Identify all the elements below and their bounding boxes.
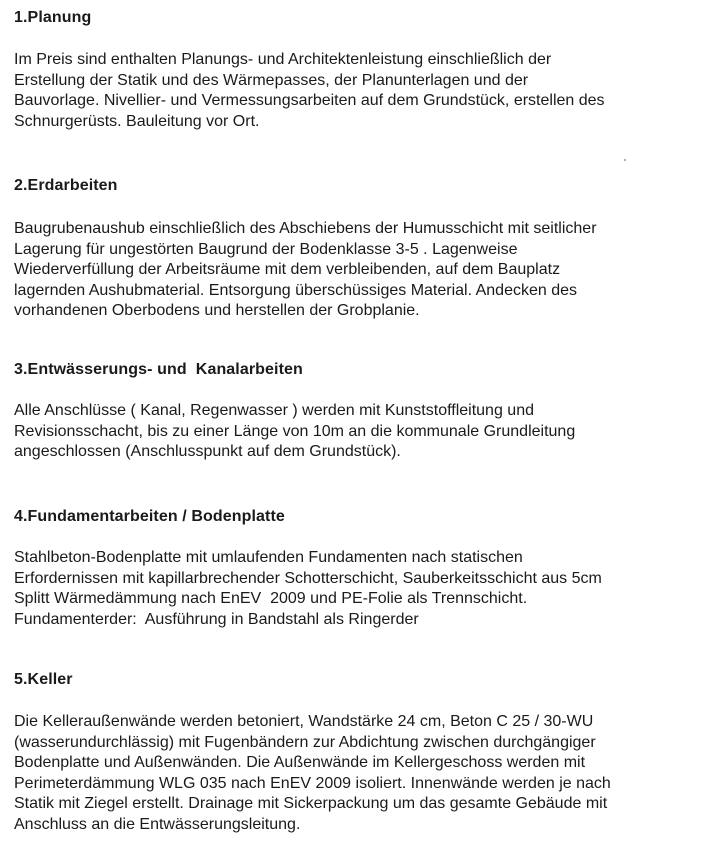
paragraph-line: Lagerung für ungestörten Baugrund der Bodenklasse 3-5 . Lagenweise xyxy=(14,240,518,258)
paragraph-line: (wasserundurchlässig) mit Fugenbändern zur Abdichtung zwischen durchgängiger xyxy=(14,733,596,751)
section-paragraph xyxy=(14,712,714,835)
section-keller xyxy=(14,670,714,835)
paragraph-line: angeschlossen (Anschlusspunkt auf dem Grundstück). xyxy=(14,443,401,460)
paragraph-line: Die Kelleraußenwände werden betoniert, Wandstärke 24 cm, Beton C 25 / 30-WU xyxy=(14,713,594,730)
section-paragraph xyxy=(14,50,714,132)
paragraph-line: Erstellung der Statik und des Wärmepasses, der Planunterlagen und der xyxy=(14,71,529,89)
paragraph-line: Splitt Wärmedämmung nach EnEV 2009 und PE-Folie als Trennschicht. xyxy=(14,590,528,607)
paragraph-line: Bodenplatte und Außenwänden. Die Außenwände im Kellergeschoss werden mit xyxy=(14,754,586,771)
section-fundamentarbeiten xyxy=(14,507,714,630)
paragraph-line: vorhandenen Oberbodens und herstellen der Grobplanie. xyxy=(14,302,420,319)
section-heading: 2.Erdarbeiten xyxy=(14,177,118,194)
paragraph-line: Revisionsschacht, bis zu einer Länge von 10m an die kommunale Grundleitung xyxy=(14,422,576,440)
paragraph-line: Bauvorlage. Nivellier- und Vermessungsarbeiten auf dem Grundstück, erstellen des xyxy=(14,92,605,109)
paragraph-line: Fundamenterder: Ausführung in Bandstahl als Ringerder xyxy=(14,610,419,628)
section-planung xyxy=(14,8,714,132)
scan-speck xyxy=(624,159,626,161)
paragraph-line: Anschluss an die Entwässerungsleitung. xyxy=(14,815,301,833)
paragraph-line: Erfordernissen mit kapillarbrechender Schotterschicht, Sauberkeitsschicht aus 5cm xyxy=(14,569,602,587)
paragraph-line: Baugrubenaushub einschließlich des Abschiebens der Humusschicht mit seitlicher xyxy=(14,220,597,237)
section-paragraph xyxy=(14,401,714,463)
section-heading: 5.Keller xyxy=(14,671,73,688)
paragraph-line: Im Preis sind enthalten Planungs- und Architektenleistung einschließlich der xyxy=(14,51,552,68)
paragraph-line: Schnurgerüsts. Bauleitung vor Ort. xyxy=(14,112,260,130)
paragraph-line: Stahlbeton-Bodenplatte mit umlaufenden Fundamenten nach statischen xyxy=(14,549,523,566)
section-paragraph xyxy=(14,548,714,630)
section-heading: 1.Planung xyxy=(14,9,92,26)
paragraph-line: Wiederverfüllung der Arbeitsräume mit dem verbleibenden, auf dem Bauplatz xyxy=(14,261,561,278)
section-paragraph xyxy=(14,219,714,322)
paragraph-line: lagernden Aushubmaterial. Entsorgung überschüssiges Material. Andecken des xyxy=(14,281,578,299)
section-erdarbeiten xyxy=(14,176,714,322)
paragraph-line: Statik mit Ziegel erstellt. Drainage mit Sickerpackung um das gesamte Gebäude mit xyxy=(14,795,608,812)
paragraph-line: Alle Anschlüsse ( Kanal, Regenwasser ) werden mit Kunststoffleitung und xyxy=(14,402,534,419)
section-heading: 4.Fundamentarbeiten / Bodenplatte xyxy=(14,508,285,525)
paragraph-line: Perimeterdämmung WLG 035 nach EnEV 2009 isoliert. Innenwände werden je nach xyxy=(14,774,611,792)
section-entwaesserung xyxy=(14,360,714,463)
section-heading: 3.Entwässerungs- und Kanalarbeiten xyxy=(14,361,303,378)
